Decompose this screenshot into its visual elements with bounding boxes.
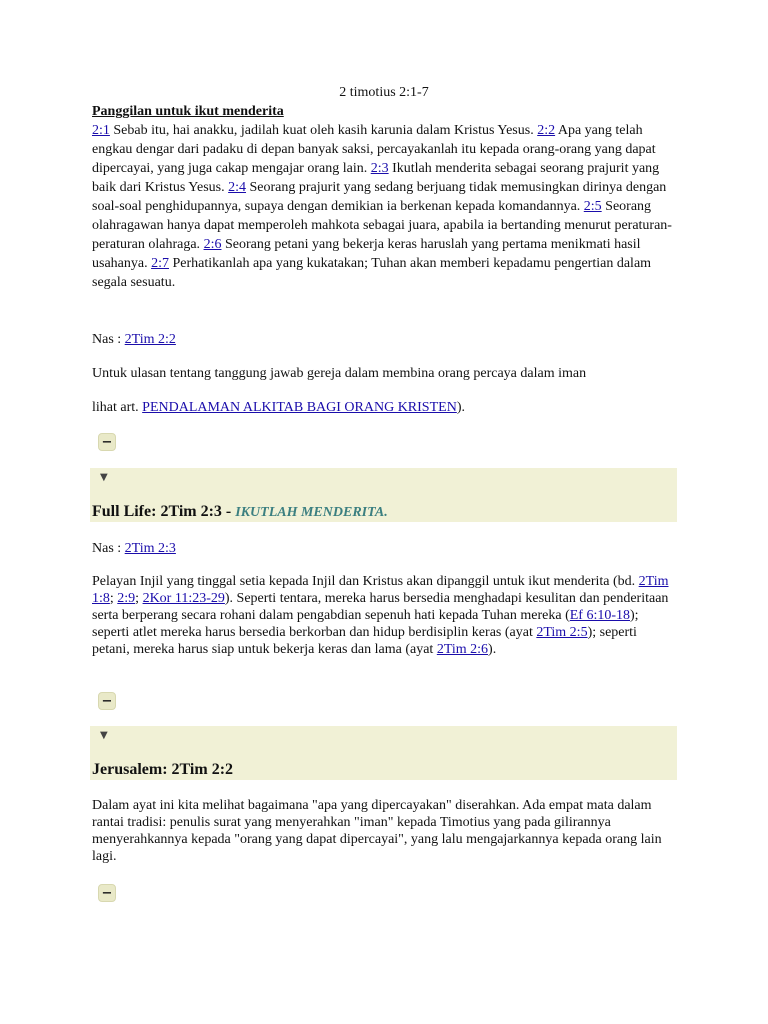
verse-link-2-1[interactable]: 2:1 (92, 123, 110, 138)
article-link[interactable]: PENDALAMAN ALKITAB BAGI ORANG KRISTEN (142, 400, 457, 415)
nas-link-2tim-2-2[interactable]: 2Tim 2:2 (124, 332, 176, 347)
text-run: ). (488, 642, 497, 657)
collapse-button[interactable] (98, 692, 116, 710)
ref-link-2tim-2-5[interactable]: 2Tim 2:5 (536, 625, 588, 640)
triangle-down-icon[interactable]: ▼ (100, 472, 108, 483)
commentary-paragraph: Untuk ulasan tentang tanggung jawab gereja dalam membina orang percaya dalam iman (92, 366, 587, 381)
ref-link-2tim-1-8[interactable]: 2Tim 1:8 (92, 574, 669, 606)
verse-text-4: Seorang prajurit yang sedang berjuang tidak memusingkan dirinya dengan soal-soal penghidupannya, supaya dengan demikian ia berkenan kepada komandannya. (92, 180, 667, 214)
verse-text-1: Sebab itu, hai anakku, jadilah kuat oleh kasih karunia dalam Kristus Yesus. (109, 123, 538, 138)
page-title: 2 timotius 2:1-7 (339, 85, 429, 100)
verse-text-7: Perhatikanlah apa yang kukatakan; Tuhan akan memberi kepadamu pengertian dalam segala sesuatu. (92, 256, 652, 290)
text-run: ). Seperti tentara, mereka harus bersedia menghadapi kesulitan dan penderitaan serta berperang secara rohani dalam pengabdian sepenuh hati kepada Tuhan mereka ( (92, 591, 669, 623)
verse-link-2-5[interactable]: 2:5 (583, 199, 602, 214)
verse-link-2-6[interactable]: 2:6 (203, 237, 222, 252)
fulllife-paragraph (92, 573, 676, 658)
fulllife-subtitle: IKUTLAH MENDERITA. (235, 505, 388, 520)
collapse-button[interactable] (98, 884, 116, 902)
nas-label: Nas : (92, 541, 125, 556)
section-heading: Panggilan untuk ikut menderita (92, 104, 284, 119)
jerusalem-heading: Jerusalem: 2Tim 2:2 (92, 761, 234, 778)
nas-label: Nas : (92, 332, 125, 347)
minus-icon: − (101, 693, 113, 709)
verse-text-6: Seorang petani yang bekerja keras haruslah yang pertama menikmati hasil usahanya. (92, 237, 641, 271)
ref-link-2kor[interactable]: 2Kor 11:23-29 (142, 591, 225, 606)
article-suffix: ). (456, 400, 465, 415)
verse-link-2-4[interactable]: 2:4 (228, 180, 247, 195)
nas-link-2tim-2-3[interactable]: 2Tim 2:3 (124, 541, 176, 556)
jerusalem-paragraph: Dalam ayat ini kita melihat bagaimana "apa yang dipercayakan" diserahkan. Ada empat mata dalam rantai tradisi: penulis surat yang menyerahkan "iman" kepada Timotius yang pada gilirannya menyerahkannya kepada "orang yang dapat dipercayai", yang lalu mengajarkannya kepada orang lain lagi. (92, 798, 662, 864)
ref-link-2tim-2-6[interactable]: 2Tim 2:6 (436, 642, 489, 657)
nas-line-1 (92, 330, 676, 349)
verse-text-5: Seorang olahragawan hanya dapat memperoleh mahkota sebagai juara, apabila ia bertanding menurut peraturan-peraturan olahraga. (92, 199, 672, 252)
minus-icon: − (101, 885, 113, 901)
verse-link-2-2[interactable]: 2:2 (537, 123, 556, 138)
collapse-button[interactable] (98, 433, 116, 451)
text-run: ); seperti atlet mereka harus bersedia berkorban dan hidup berdisiplin keras (ayat (92, 608, 639, 640)
text-run: Pelayan Injil yang tinggal setia kepada Injil dan Kristus akan dipanggil untuk ikut menderita (bd. (92, 574, 639, 589)
fulllife-heading-text: Full Life: 2Tim 2:3 - (92, 503, 236, 520)
jerusalem-section-header[interactable] (90, 726, 677, 780)
verse-block (92, 121, 676, 292)
minus-icon: − (101, 434, 113, 450)
article-prefix: lihat art. (92, 400, 143, 415)
scripture-passage (92, 102, 676, 292)
fulllife-heading (92, 503, 388, 521)
verse-text-3: Ikutlah menderita sebagai seorang prajurit yang baik dari Kristus Yesus. (92, 161, 660, 195)
verse-link-2-7[interactable]: 2:7 (151, 256, 169, 271)
article-reference (92, 398, 676, 417)
text-run: ; (135, 591, 143, 606)
verse-text-2: Apa yang telah engkau dengar dari padaku di depan banyak saksi, percayakanlah itu kepada orang-orang yang dapat dipercayai, yang juga cakap mengajar orang lain. (92, 123, 656, 176)
triangle-down-icon[interactable]: ▼ (100, 730, 108, 741)
fulllife-section-header[interactable] (90, 468, 677, 522)
ref-link-2-9[interactable]: 2:9 (117, 591, 136, 606)
text-run: ; (109, 591, 118, 606)
text-run: ); seperti petani, mereka harus siap untuk bekerja keras dan lama (ayat (92, 625, 637, 657)
ref-link-ef[interactable]: Ef 6:10-18 (569, 608, 631, 623)
nas-line-2 (92, 539, 676, 558)
verse-link-2-3[interactable]: 2:3 (370, 161, 389, 176)
